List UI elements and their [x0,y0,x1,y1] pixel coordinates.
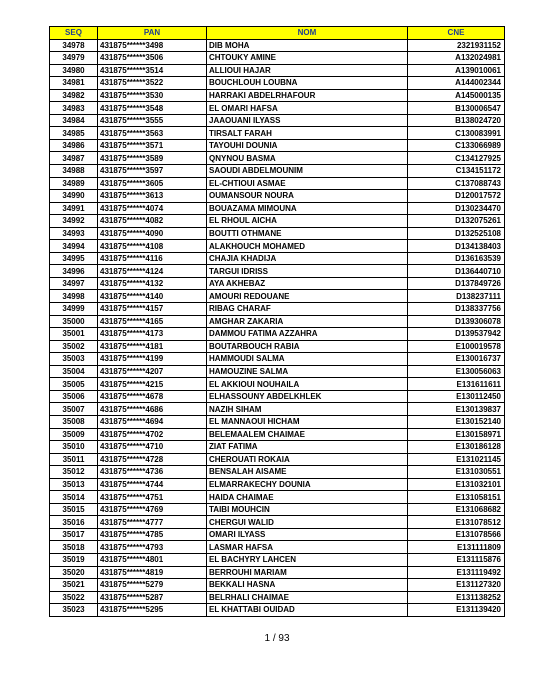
table-row [50,541,505,554]
cell-cne: D132075261 [408,215,505,228]
cell-cne: E130186128 [408,441,505,454]
cell-pan: 431875******4678 [98,390,207,403]
cell-nom: BELRHALI CHAIMAE [207,591,408,604]
table-row [50,77,505,90]
cell-pan: 431875******4090 [98,227,207,240]
cell-seq: 34994 [50,240,98,253]
cell-seq: 34984 [50,114,98,127]
cell-cne: D132525108 [408,227,505,240]
table-row [50,528,505,541]
cell-cne: E131030551 [408,466,505,479]
header-seq: SEQ [50,27,98,40]
cell-cne: E131119492 [408,566,505,579]
cell-seq: 34999 [50,303,98,316]
cell-cne: E131068682 [408,503,505,516]
cell-cne: E131115876 [408,553,505,566]
cell-cne: C133066989 [408,139,505,152]
table-row [50,252,505,265]
cell-nom: BOUAZAMA MIMOUNA [207,202,408,215]
cell-seq: 34998 [50,290,98,303]
cell-nom: BOUCHLOUH LOUBNA [207,77,408,90]
cell-cne: D136440710 [408,265,505,278]
cell-pan: 431875******4124 [98,265,207,278]
cell-cne: D139306078 [408,315,505,328]
cell-nom: EL KHATTABI OUIDAD [207,604,408,617]
cell-cne: E131032101 [408,478,505,491]
cell-nom: BOUTARBOUCH RABIA [207,340,408,353]
cell-seq: 34981 [50,77,98,90]
cell-nom: CHAJIA KHADIJA [207,252,408,265]
cell-nom: BERROUHI MARIAM [207,566,408,579]
cell-pan: 431875******4801 [98,553,207,566]
cell-cne: A144002344 [408,77,505,90]
cell-nom: OMARI ILYASS [207,528,408,541]
cell-seq: 35017 [50,528,98,541]
cell-cne: D120017572 [408,190,505,203]
cell-pan: 431875******3522 [98,77,207,90]
cell-seq: 34979 [50,52,98,65]
table-row [50,491,505,504]
cell-pan: 431875******4157 [98,303,207,316]
cell-pan: 431875******4082 [98,215,207,228]
cell-cne: E100019578 [408,340,505,353]
cell-pan: 431875******4116 [98,252,207,265]
cell-nom: EL OMARI HAFSA [207,102,408,115]
cell-seq: 35009 [50,428,98,441]
cell-cne: E130056063 [408,365,505,378]
cell-nom: CHEROUATI ROKAIA [207,453,408,466]
cell-cne: D134138403 [408,240,505,253]
cell-cne: C130083991 [408,127,505,140]
cell-pan: 431875******4173 [98,328,207,341]
cell-nom: BENSALAH AISAME [207,466,408,479]
cell-nom: OUMANSOUR NOURA [207,190,408,203]
table-row [50,553,505,566]
cell-nom: ELHASSOUNY ABDELKHLEK [207,390,408,403]
header-cne: CNE [408,27,505,40]
table-row [50,390,505,403]
table-row [50,52,505,65]
table-row [50,328,505,341]
cell-seq: 34980 [50,64,98,77]
table-row [50,315,505,328]
cell-pan: 431875******4074 [98,202,207,215]
cell-nom: QNYNOU BASMA [207,152,408,165]
cell-seq: 35013 [50,478,98,491]
cell-pan: 431875******4132 [98,277,207,290]
table-row [50,579,505,592]
cell-cne: E131058151 [408,491,505,504]
cell-nom: SAOUDI ABDELMOUNIM [207,165,408,178]
table-row [50,591,505,604]
table-row [50,139,505,152]
cell-seq: 34988 [50,165,98,178]
cell-pan: 431875******4199 [98,353,207,366]
cell-cne: D138337756 [408,303,505,316]
cell-pan: 431875******4215 [98,378,207,391]
cell-nom: DIB MOHA [207,39,408,52]
cell-nom: EL RHOUL AICHA [207,215,408,228]
cell-cne: C134127925 [408,152,505,165]
cell-cne: C134151172 [408,165,505,178]
cell-nom: NAZIH SIHAM [207,403,408,416]
cell-pan: 431875******4736 [98,466,207,479]
cell-pan: 431875******4108 [98,240,207,253]
cell-seq: 35016 [50,516,98,529]
cell-seq: 35000 [50,315,98,328]
table-row [50,102,505,115]
cell-seq: 35001 [50,328,98,341]
cell-nom: BELEMAALEM CHAIMAE [207,428,408,441]
cell-seq: 35015 [50,503,98,516]
cell-nom: CHERGUI WALID [207,516,408,529]
cell-cne: E131611611 [408,378,505,391]
cell-pan: 431875******4702 [98,428,207,441]
table-row [50,39,505,52]
cell-nom: TAYOUHI DOUNIA [207,139,408,152]
cell-pan: 431875******4165 [98,315,207,328]
table-row [50,202,505,215]
table-row [50,428,505,441]
cell-nom: LASMAR HAFSA [207,541,408,554]
cell-seq: 35010 [50,441,98,454]
cell-pan: 431875******4140 [98,290,207,303]
cell-cne: E130016737 [408,353,505,366]
cell-nom: EL BACHYRY LAHCEN [207,553,408,566]
table-row [50,365,505,378]
cell-cne: A132024981 [408,52,505,65]
cell-nom: TARGUI IDRISS [207,265,408,278]
table-row [50,503,505,516]
cell-seq: 35022 [50,591,98,604]
cell-seq: 35004 [50,365,98,378]
cell-seq: 34982 [50,89,98,102]
cell-seq: 35018 [50,541,98,554]
cell-pan: 431875******5287 [98,591,207,604]
table-row [50,265,505,278]
cell-pan: 431875******4819 [98,566,207,579]
cell-nom: EL MANNAOUI HICHAM [207,415,408,428]
table-row [50,89,505,102]
cell-seq: 34986 [50,139,98,152]
cell-pan: 431875******4710 [98,441,207,454]
header-nom: NOM [207,27,408,40]
cell-seq: 34989 [50,177,98,190]
cell-cne: C137088743 [408,177,505,190]
cell-pan: 431875******3548 [98,102,207,115]
cell-nom: TIRSALT FARAH [207,127,408,140]
cell-seq: 35008 [50,415,98,428]
cell-pan: 431875******3613 [98,190,207,203]
cell-pan: 431875******3589 [98,152,207,165]
cell-pan: 431875******4769 [98,503,207,516]
cell-seq: 35019 [50,553,98,566]
table-row [50,604,505,617]
cell-pan: 431875******3530 [98,89,207,102]
table-row [50,516,505,529]
cell-pan: 431875******3563 [98,127,207,140]
cell-cne: E131139420 [408,604,505,617]
cell-seq: 34985 [50,127,98,140]
cell-cne: A139010061 [408,64,505,77]
cell-cne: E131127320 [408,579,505,592]
cell-nom: ALLIOUI HAJAR [207,64,408,77]
table-row [50,177,505,190]
table-row [50,566,505,579]
cell-seq: 35007 [50,403,98,416]
table-row [50,152,505,165]
cell-nom: ZIAT FATIMA [207,441,408,454]
cell-pan: 431875******4686 [98,403,207,416]
cell-pan: 431875******3506 [98,52,207,65]
cell-nom: HAIDA CHAIMAE [207,491,408,504]
cell-seq: 35021 [50,579,98,592]
cell-seq: 34996 [50,265,98,278]
cell-seq: 35014 [50,491,98,504]
table-row [50,403,505,416]
table-row [50,303,505,316]
table-row [50,478,505,491]
cell-pan: 431875******4728 [98,453,207,466]
cell-nom: EL-CHTIOUI ASMAE [207,177,408,190]
table-row [50,453,505,466]
table-row [50,277,505,290]
cell-nom: HARRAKI ABDELRHAFOUR [207,89,408,102]
table-row [50,240,505,253]
cell-seq: 35003 [50,353,98,366]
page-number: 1 / 93 [264,633,290,644]
cell-pan: 431875******4181 [98,340,207,353]
table-row [50,353,505,366]
table-row [50,215,505,228]
cell-nom: JAAOUANI ILYASS [207,114,408,127]
cell-cne: A145000135 [408,89,505,102]
cell-cne: E130152140 [408,415,505,428]
cell-cne: E130139837 [408,403,505,416]
cell-seq: 34997 [50,277,98,290]
cell-cne: E131111809 [408,541,505,554]
cell-cne: E131021145 [408,453,505,466]
cell-seq: 34993 [50,227,98,240]
cell-nom: BEKKALI HASNA [207,579,408,592]
table-row [50,127,505,140]
cell-cne: E131138252 [408,591,505,604]
table-row [50,114,505,127]
table-row [50,378,505,391]
table-row [50,190,505,203]
data-table [49,26,505,617]
cell-pan: 431875******4785 [98,528,207,541]
cell-nom: EL AKKIOUI NOUHAILA [207,378,408,391]
cell-cne: E130112450 [408,390,505,403]
header-pan: PAN [98,27,207,40]
cell-cne: D139537942 [408,328,505,341]
cell-cne: E131078566 [408,528,505,541]
table-row [50,290,505,303]
cell-nom: AMGHAR ZAKARIA [207,315,408,328]
cell-pan: 431875******4751 [98,491,207,504]
table-row [50,165,505,178]
cell-nom: ALAKHOUCH MOHAMED [207,240,408,253]
cell-seq: 35005 [50,378,98,391]
cell-nom: RIBAG CHARAF [207,303,408,316]
cell-pan: 431875******3498 [98,39,207,52]
cell-cne: B138024720 [408,114,505,127]
cell-seq: 35023 [50,604,98,617]
cell-pan: 431875******3555 [98,114,207,127]
cell-nom: DAMMOU FATIMA AZZAHRA [207,328,408,341]
cell-seq: 35006 [50,390,98,403]
cell-pan: 431875******5279 [98,579,207,592]
cell-seq: 35011 [50,453,98,466]
table-row [50,466,505,479]
table-row [50,415,505,428]
cell-pan: 431875******4207 [98,365,207,378]
cell-pan: 431875******3597 [98,165,207,178]
cell-pan: 431875******5295 [98,604,207,617]
cell-nom: HAMOUZINE SALMA [207,365,408,378]
cell-cne: 2321931152 [408,39,505,52]
table-row [50,340,505,353]
cell-seq: 34991 [50,202,98,215]
cell-pan: 431875******3514 [98,64,207,77]
cell-pan: 431875******4744 [98,478,207,491]
cell-nom: HAMMOUDI SALMA [207,353,408,366]
cell-pan: 431875******3571 [98,139,207,152]
cell-nom: CHTOUKY AMINE [207,52,408,65]
cell-cne: B130006547 [408,102,505,115]
cell-seq: 35012 [50,466,98,479]
table-body [50,39,505,616]
table-row [50,441,505,454]
cell-seq: 35002 [50,340,98,353]
cell-seq: 34978 [50,39,98,52]
cell-pan: 431875******4694 [98,415,207,428]
cell-nom: BOUTTI OTHMANE [207,227,408,240]
cell-seq: 34990 [50,190,98,203]
cell-seq: 34992 [50,215,98,228]
cell-seq: 34987 [50,152,98,165]
table-row [50,64,505,77]
cell-seq: 34983 [50,102,98,115]
cell-cne: E130158971 [408,428,505,441]
header-row [50,27,505,40]
table-row [50,227,505,240]
cell-cne: D130234470 [408,202,505,215]
cell-cne: D138237111 [408,290,505,303]
cell-seq: 35020 [50,566,98,579]
cell-cne: E131078512 [408,516,505,529]
cell-nom: ELMARRAKECHY DOUNIA [207,478,408,491]
cell-seq: 34995 [50,252,98,265]
cell-nom: TAIBI MOUHCIN [207,503,408,516]
cell-pan: 431875******4793 [98,541,207,554]
cell-pan: 431875******3605 [98,177,207,190]
cell-cne: D137849726 [408,277,505,290]
cell-cne: D136163539 [408,252,505,265]
cell-nom: AMOURI REDOUANE [207,290,408,303]
cell-pan: 431875******4777 [98,516,207,529]
cell-nom: AYA AKHEBAZ [207,277,408,290]
